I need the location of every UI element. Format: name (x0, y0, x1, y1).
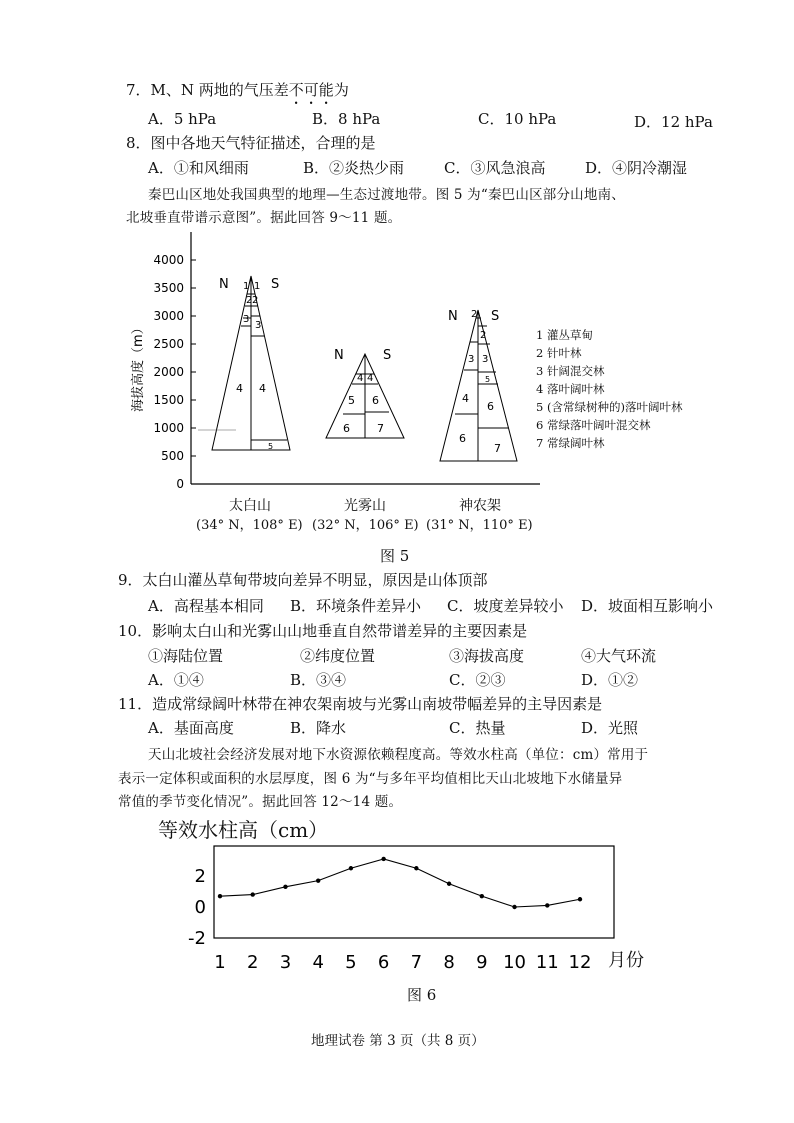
guangwu-south-label: S (383, 348, 392, 363)
svg-text:2: 2 (480, 330, 487, 341)
x-tick-label: 7 (410, 952, 423, 973)
svg-text:1: 1 (254, 281, 261, 292)
data-point-8 (447, 882, 451, 886)
q7-option-d[interactable]: D．12 hPa (634, 113, 713, 131)
svg-text:6: 6 (343, 422, 350, 435)
q10-option-b[interactable]: B．③④ (290, 671, 347, 689)
svg-text:4: 4 (357, 373, 364, 384)
y-tick-1500: 1500 (153, 393, 184, 407)
passage1-line2: 北坡垂直带谱示意图”。据此回答 9～11 题。 (126, 210, 402, 226)
legend-item-2: 2 针叶林 (536, 346, 582, 360)
q7-stem: 7．M、N 两地的气压差不可能为 (126, 81, 349, 99)
x-tick-label: 9 (476, 952, 488, 973)
q8-option-b[interactable]: B．②炎热少雨 (303, 159, 405, 177)
mountain-coord-shennongjia: (31° N，110° E) (426, 518, 533, 533)
q7-option-b[interactable]: B．8 hPa (312, 110, 381, 128)
q7-option-c[interactable]: C．10 hPa (478, 110, 557, 128)
q8-stem: 8．图中各地天气特征描述，合理的是 (126, 134, 376, 152)
y-tick-2000: 2000 (153, 365, 184, 379)
page-footer: 地理试卷 第 3 页（共 8 页） (311, 1033, 485, 1049)
svg-text:2: 2 (471, 309, 478, 320)
taibai-north-label: N (219, 277, 229, 292)
data-point-10 (512, 905, 516, 909)
mountain-name-guangwu: 光雾山 (344, 498, 386, 514)
y-tick-2500: 2500 (153, 337, 184, 351)
figure6-chart (180, 840, 680, 980)
y-tick-0: 0 (176, 477, 184, 491)
q8-option-c[interactable]: C．③风急浪高 (444, 159, 546, 177)
q11-option-b[interactable]: B．降水 (290, 719, 347, 737)
q9-option-c[interactable]: C．坡度差异较小 (447, 597, 564, 615)
x-axis-label: 月份 (608, 950, 644, 971)
passage1-line1: 秦巴山区地处我国典型的地理—生态过渡地带。图 5 为“秦巴山区部分山地南、 (148, 187, 625, 203)
svg-text:5: 5 (268, 442, 274, 451)
mountain-coord-taibai: (34° N，108° E) (196, 518, 303, 533)
x-tick-label: 10 (503, 952, 526, 973)
q10-factor-3: ③海拔高度 (449, 647, 525, 665)
y-tick-1000: 1000 (153, 421, 184, 435)
y-tick-3000: 3000 (153, 309, 184, 323)
figure5-caption: 图 5 (380, 547, 410, 565)
svg-text:1: 1 (243, 281, 250, 292)
mountain-name-shennongjia: 神农架 (459, 498, 501, 514)
data-point-4 (316, 878, 320, 882)
x-tick-label: 3 (279, 952, 292, 973)
passage2-line2: 表示一定体积或面积的水层厚度，图 6 为“与多年平均值相比天山北坡地下水储量异 (118, 771, 623, 787)
data-point-3 (283, 885, 287, 889)
plot-frame (214, 846, 614, 938)
q10-option-d[interactable]: D．①② (581, 671, 639, 689)
legend-item-1: 1 灌丛草甸 (536, 328, 593, 342)
y-tick-label: 0 (194, 897, 206, 918)
x-tick-label: 12 (568, 952, 592, 973)
svg-text:6: 6 (372, 394, 379, 407)
x-tick-label: 11 (535, 952, 559, 973)
y-tick-500: 500 (161, 449, 184, 463)
q10-option-a[interactable]: A．①④ (148, 671, 204, 689)
svg-text:6: 6 (459, 432, 466, 445)
y-axis-label: 海拔高度（m） (131, 321, 146, 412)
guangwu-mountain (326, 354, 404, 438)
q10-factor-1: ①海陆位置 (148, 647, 224, 665)
svg-text:2: 2 (252, 295, 259, 306)
data-point-12 (578, 897, 582, 901)
legend-item-5: 5 (含常绿树种的)落叶阔叶林 (536, 400, 683, 414)
shennongjia-south-label: S (491, 309, 500, 324)
q10-factor-2: ②纬度位置 (300, 647, 376, 665)
q11-option-c[interactable]: C．热量 (449, 719, 506, 737)
svg-text:3: 3 (468, 354, 475, 365)
shennongjia-mountain (440, 310, 517, 461)
data-point-2 (251, 892, 255, 896)
data-point-9 (480, 894, 484, 898)
svg-text:7: 7 (494, 442, 501, 455)
q11-option-a[interactable]: A．基面高度 (148, 719, 234, 737)
legend-item-3: 3 针阔混交林 (536, 364, 605, 378)
x-tick-label: 6 (377, 952, 390, 973)
q11-stem: 11．造成常绿阔叶林带在神农架南坡与光雾山南坡带幅差异的主导因素是 (118, 695, 603, 713)
data-point-7 (414, 866, 418, 870)
figure6-caption: 图 6 (407, 986, 437, 1004)
shennongjia-north-label: N (448, 309, 458, 324)
q9-option-d[interactable]: D．坡面相互影响小 (581, 597, 714, 615)
svg-text:5: 5 (485, 375, 491, 384)
q11-option-d[interactable]: D．光照 (581, 719, 639, 737)
svg-text:4: 4 (236, 382, 243, 395)
q8-option-a[interactable]: A．①和风细雨 (148, 159, 249, 177)
x-tick-label: 1 (214, 952, 226, 973)
passage2-line3: 常值的季节变化情况”。据此回答 12～14 题。 (118, 794, 403, 810)
x-tick-label: 5 (345, 952, 357, 973)
legend-item-4: 4 落叶阔叶林 (536, 382, 605, 396)
taibai-south-label: S (271, 277, 280, 292)
mountain-name-taibai: 太白山 (229, 498, 271, 514)
y-tick-4000: 4000 (153, 253, 184, 267)
svg-text:4: 4 (259, 382, 266, 395)
data-point-1 (218, 894, 222, 898)
y-tick-label: -2 (188, 928, 206, 949)
q10-option-c[interactable]: C．②③ (449, 671, 506, 689)
svg-text:7: 7 (377, 422, 384, 435)
svg-text:5: 5 (348, 394, 355, 407)
data-point-6 (381, 857, 385, 861)
q7-option-a[interactable]: A．5 hPa (148, 110, 217, 128)
q9-option-b[interactable]: B．环境条件差异小 (290, 597, 422, 615)
passage2-line1: 天山北坡社会经济发展对地下水资源依赖程度高。等效水柱高（单位：cm）常用于 (148, 747, 649, 763)
svg-text:3: 3 (255, 320, 262, 331)
data-point-11 (545, 903, 549, 907)
series-line (220, 859, 580, 907)
figure6-title: 等效水柱高（cm） (158, 818, 329, 842)
y-tick-label: 2 (194, 866, 206, 887)
legend-item-6: 6 常绿落叶阔叶混交林 (536, 418, 651, 432)
q8-option-d[interactable]: D．④阴冷潮湿 (585, 159, 688, 177)
data-point-5 (349, 866, 353, 870)
x-tick-label: 2 (247, 952, 259, 973)
mountain-coord-guangwu: (32° N，106° E) (312, 518, 419, 533)
figure5-legend (536, 326, 682, 452)
svg-text:6: 6 (487, 400, 494, 413)
svg-text:3: 3 (482, 354, 489, 365)
legend-item-7: 7 常绿阔叶林 (536, 436, 605, 450)
q9-option-a[interactable]: A．高程基本相同 (148, 597, 264, 615)
svg-text:4: 4 (367, 373, 374, 384)
guangwu-north-label: N (334, 348, 344, 363)
q10-stem: 10．影响太白山和光雾山山地垂直自然带谱差异的主要因素是 (118, 622, 528, 640)
x-tick-label: 8 (443, 952, 455, 973)
x-tick-label: 4 (312, 952, 324, 973)
svg-text:4: 4 (462, 392, 469, 405)
q9-stem: 9．太白山灌丛草甸带坡向差异不明显，原因是山体顶部 (118, 571, 488, 589)
q10-factor-4: ④大气环流 (581, 647, 657, 665)
y-tick-3500: 3500 (153, 281, 184, 295)
svg-text:3: 3 (243, 314, 250, 325)
svg-text:2: 2 (246, 295, 253, 306)
